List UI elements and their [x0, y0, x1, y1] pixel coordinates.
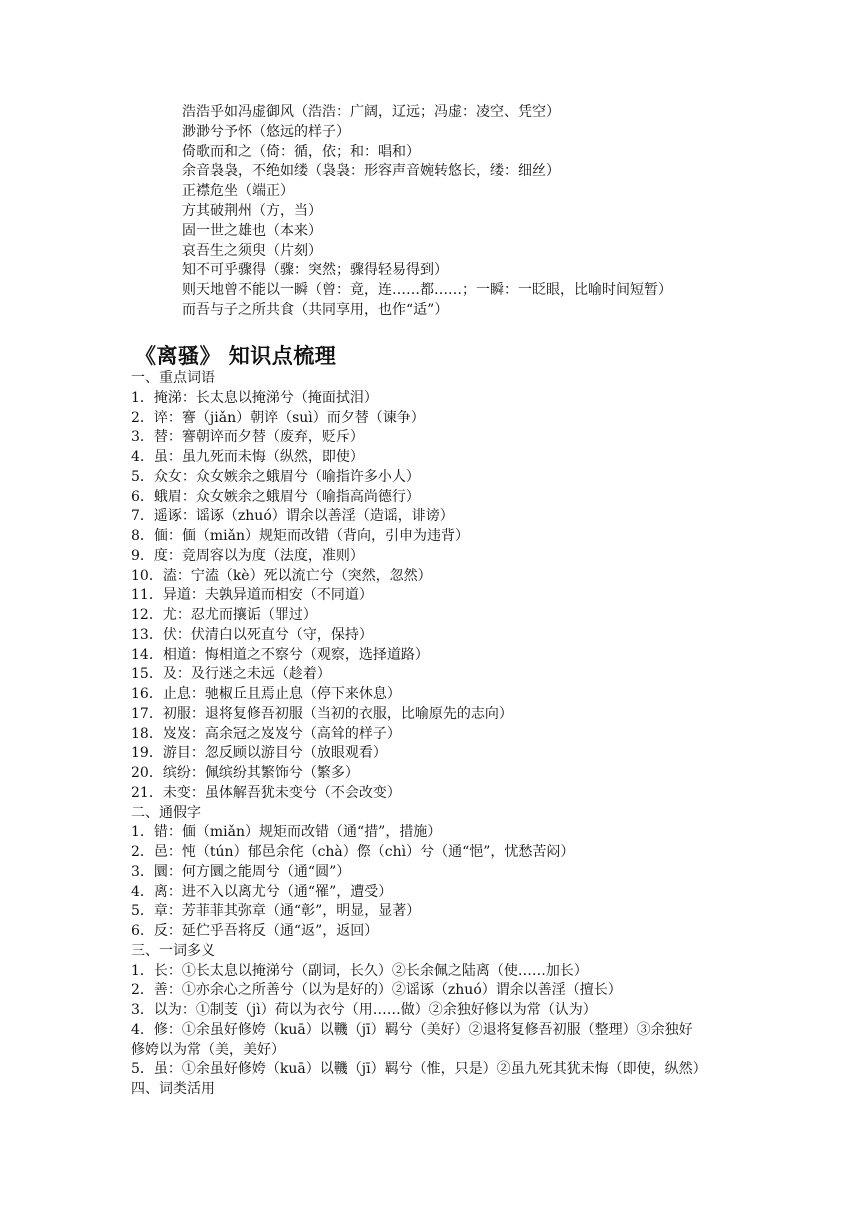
- list-item: 2．邑：忳（tún）郁邑余侘（chà）傺（chì）兮（通“悒”，忧愁苦闷）: [131, 844, 575, 860]
- list-item: 3．圜：何方圜之能周兮（通“圆”）: [131, 863, 351, 880]
- annotation-line: 余音袅袅，不绝如缕（袅袅：形容声音婉转悠长，缕：细丝）: [182, 163, 560, 180]
- subsection-title: 三、一词多义: [131, 942, 215, 959]
- annotation-line: 正襟危坐（端正）: [182, 183, 294, 200]
- list-item: 1．长：①长太息以掩涕兮（副词，长久）②长余佩之陆离（使……加长）: [131, 962, 588, 979]
- list-item: 2．善：①亦余心之所善兮（以为是好的）②谣诼（zhuó）谓余以善淫（擅长）: [131, 982, 622, 999]
- list-item: 5．章：芳菲菲其弥章（通“彰”，明显，显著）: [131, 903, 421, 920]
- list-item: 19．游目：忽反顾以游目兮（放眼观看）: [131, 745, 387, 762]
- list-item: 18．岌岌：高余冠之岌岌兮（高耸的样子）: [131, 725, 401, 742]
- subsection-title: 二、通假字: [131, 804, 201, 821]
- annotation-line: 方其破荆州（方，当）: [182, 202, 322, 219]
- annotation-line: 浩浩乎如冯虚御风（浩浩：广阔，辽远；冯虚：凌空、凭空）: [182, 104, 560, 120]
- list-item: 1．错：偭（miǎn）规矩而改错（通“措”，措施）: [131, 824, 442, 841]
- knowledge-list: [131, 369, 731, 1100]
- list-item: 4．虽：虽九死而未悔（纵然，即使）: [131, 449, 364, 465]
- list-item: 10．溘：宁溘（kè）死以流亡兮（突然，忽然）: [131, 567, 432, 584]
- list-item: 21．未变：虽体解吾犹未变兮（不会改变）: [131, 784, 401, 801]
- list-item: 3．替：謇朝谇而夕替（废弃，贬斥）: [131, 429, 364, 446]
- list-item: 17．初服：退将复修吾初服（当初的衣服，比喻原先的志向）: [131, 705, 513, 722]
- section-heading: 《离骚》 知识点梳理: [135, 343, 337, 368]
- subsection-title: 一、重点词语: [131, 370, 215, 386]
- annotation-line: 知不可乎骤得（骤：突然；骤得轻易得到）: [182, 262, 448, 279]
- list-item: 2．谇：謇（jiǎn）朝谇（suì）而夕替（谏争）: [131, 409, 425, 426]
- list-item: 7．遥诼：谣诼（zhuó）谓余以善淫（造谣，诽谤）: [131, 508, 454, 525]
- list-item: 16．止息：驰椒丘且焉止息（停下来休息）: [131, 686, 401, 702]
- list-item: 15．及：及行迷之未远（趁着）: [131, 666, 331, 683]
- list-item: 6．蛾眉：众女嫉余之蛾眉兮（喻指高尚德行）: [131, 488, 420, 505]
- list-item: 11．异道：夫孰异道而相安（不同道）: [131, 587, 373, 604]
- list-item: 6．反：延伫乎吾将反（通“返”，返回）: [131, 923, 379, 939]
- subsection-title: 四、词类活用: [131, 1081, 215, 1097]
- list-item: 1．掩涕：长太息以掩涕兮（掩面拭泪）: [131, 389, 378, 406]
- list-item: 3．以为：①制芰（jì）荷以为衣兮（用……做）②余独好修以为常（认为）: [131, 1002, 597, 1018]
- annotation-line: 固一世之雄也（本来）: [182, 222, 322, 239]
- annotation-line: 而吾与子之所共食（共同享用，也作“适”）: [182, 301, 449, 318]
- list-item: 14．相道：悔相道之不察兮（观察，选择道路）: [131, 646, 429, 663]
- list-item: 9．度：竞周容以为度（法度，准则）: [131, 547, 364, 564]
- list-item: 5．虽：①余虽好修姱（kuā）以鞿（jī）羁兮（惟，只是）②虽九死其犹未悔（即使，纵然）: [131, 1061, 707, 1078]
- annotation-line: 哀吾生之须臾（片刻）: [182, 242, 322, 259]
- annotation-line: 渺渺兮予怀（悠远的样子）: [182, 123, 350, 140]
- list-item: 12．尤：忍尤而攘诟（罪过）: [131, 607, 317, 623]
- list-item-continued: 修姱以为常（美，美好）: [131, 1041, 285, 1058]
- list-item: 4．修：①余虽好修姱（kuā）以鞿（jī）羁兮（美好）②退将复修吾初服（整理）③余独好: [131, 1021, 693, 1038]
- list-item: 4．离：进不入以离尤兮（通“罹”，遭受）: [131, 883, 393, 900]
- list-item: 20．缤纷：佩缤纷其繁饰兮（繁多）: [131, 765, 359, 781]
- annotation-list: [182, 103, 672, 321]
- annotation-line: 倚歌而和之（倚：循，依；和：唱和）: [182, 143, 420, 160]
- list-item: 5．众女：众女嫉余之蛾眉兮（喻指许多小人）: [131, 468, 420, 485]
- list-item: 8．偭：偭（miǎn）规矩而改错（背向，引申为违背）: [131, 528, 470, 544]
- list-item: 13．伏：伏清白以死直兮（守，保持）: [131, 626, 373, 643]
- annotation-line: 则天地曾不能以一瞬（曾：竟，连……都……；一瞬：一眨眼，比喻时间短暂）: [182, 282, 672, 299]
